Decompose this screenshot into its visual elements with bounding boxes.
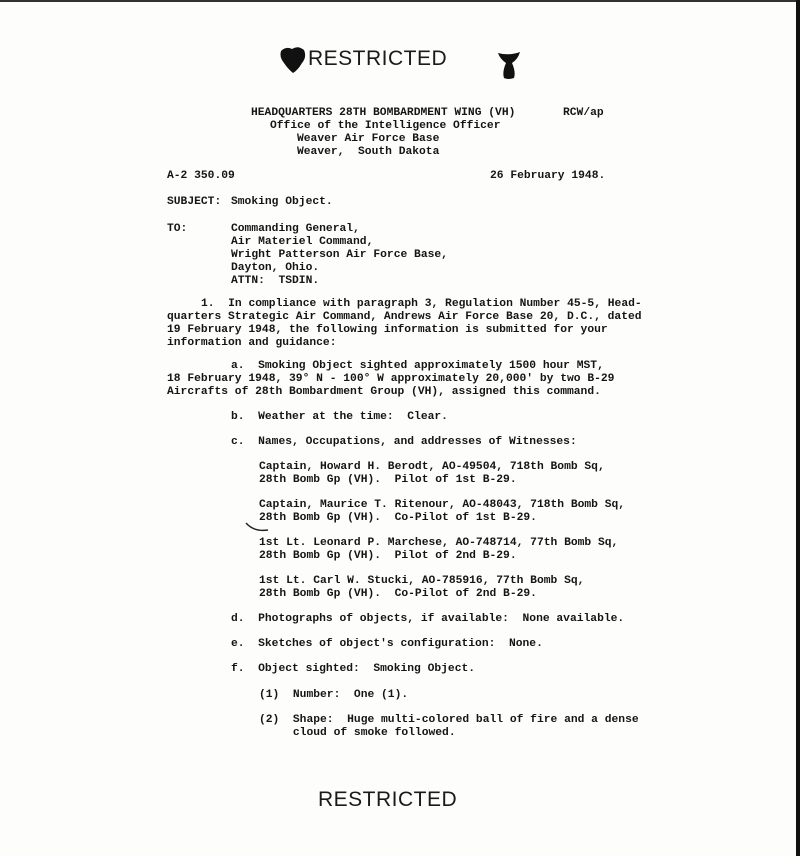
classification-top: RESTRICTED bbox=[308, 47, 448, 70]
para-a-line-2: 18 February 1948, 39° N - 100° W approximately 20,000' by two B-29 bbox=[167, 373, 615, 385]
subject-label: SUBJECT: bbox=[167, 196, 222, 208]
file-reference: A-2 350.09 bbox=[167, 170, 235, 182]
to-line-1: Commanding General, bbox=[231, 223, 360, 235]
para1-line-4: information and guidance: bbox=[167, 337, 337, 349]
header-line-1: HEADQUARTERS 28TH BOMBARDMENT WING (VH) bbox=[251, 107, 516, 119]
subject-text: Smoking Object. bbox=[231, 196, 333, 208]
para-a-line-1: a. Smoking Object sighted approximately 1500 hour MST, bbox=[231, 360, 604, 372]
para-a-line-3: Aircrafts of 28th Bombardment Group (VH), assigned this command. bbox=[167, 386, 601, 398]
witness-3-line-2: 28th Bomb Gp (VH). Pilot of 2nd B-29. bbox=[259, 550, 517, 562]
para1-line-2: quarters Strategic Air Command, Andrews Air Force Base 20, D.C., dated bbox=[167, 311, 642, 323]
scan-edge-right bbox=[796, 0, 800, 856]
to-line-2: Air Materiel Command, bbox=[231, 236, 374, 248]
para-f: f. Object sighted: Smoking Object. bbox=[231, 663, 476, 675]
para1-line-3: 19 February 1948, the following information is submitted for your bbox=[167, 324, 608, 336]
para-c: c. Names, Occupations, and addresses of Witnesses: bbox=[231, 436, 577, 448]
scan-edge-top bbox=[0, 0, 800, 2]
to-line-3: Wright Patterson Air Force Base, bbox=[231, 249, 448, 261]
ink-blot-right-icon bbox=[496, 50, 522, 80]
item-2-line-2: cloud of smoke followed. bbox=[259, 727, 456, 739]
letter-date: 26 February 1948. bbox=[490, 170, 606, 182]
para-d: d. Photographs of objects, if available: None available. bbox=[231, 613, 625, 625]
to-line-4: Dayton, Ohio. bbox=[231, 262, 320, 274]
witness-1-line-1: Captain, Howard H. Berodt, AO-49504, 718th Bomb Sq, bbox=[259, 461, 605, 473]
item-1: (1) Number: One (1). bbox=[259, 689, 409, 701]
classification-bottom: RESTRICTED bbox=[318, 788, 458, 811]
header-initials: RCW/ap bbox=[563, 107, 604, 119]
item-2-line-1: (2) Shape: Huge multi-colored ball of fire and a dense bbox=[259, 714, 639, 726]
witness-2-line-2: 28th Bomb Gp (VH). Co-Pilot of 1st B-29. bbox=[259, 512, 537, 524]
para1-line-1: 1. In compliance with paragraph 3, Regulation Number 45-5, Head- bbox=[201, 298, 642, 310]
witness-2-line-1: Captain, Maurice T. Ritenour, AO-48043, 718th Bomb Sq, bbox=[259, 499, 626, 511]
witness-3-line-1: 1st Lt. Leonard P. Marchese, AO-748714, 77th Bomb Sq, bbox=[259, 537, 619, 549]
header-line-3: Weaver Air Force Base bbox=[297, 133, 440, 145]
header-line-4: Weaver, South Dakota bbox=[297, 146, 440, 158]
header-line-2: Office of the Intelligence Officer bbox=[270, 120, 501, 132]
para-e: e. Sketches of object's configuration: None. bbox=[231, 638, 543, 650]
to-label: TO: bbox=[167, 223, 188, 235]
witness-4-line-1: 1st Lt. Carl W. Stucki, AO-785916, 77th Bomb Sq, bbox=[259, 575, 585, 587]
witness-4-line-2: 28th Bomb Gp (VH). Co-Pilot of 2nd B-29. bbox=[259, 588, 537, 600]
to-line-5: ATTN: TSDIN. bbox=[231, 275, 320, 287]
para-b: b. Weather at the time: Clear. bbox=[231, 411, 448, 423]
ink-blot-left-icon bbox=[278, 45, 308, 75]
witness-1-line-2: 28th Bomb Gp (VH). Pilot of 1st B-29. bbox=[259, 474, 517, 486]
pencil-mark-icon bbox=[244, 520, 270, 534]
